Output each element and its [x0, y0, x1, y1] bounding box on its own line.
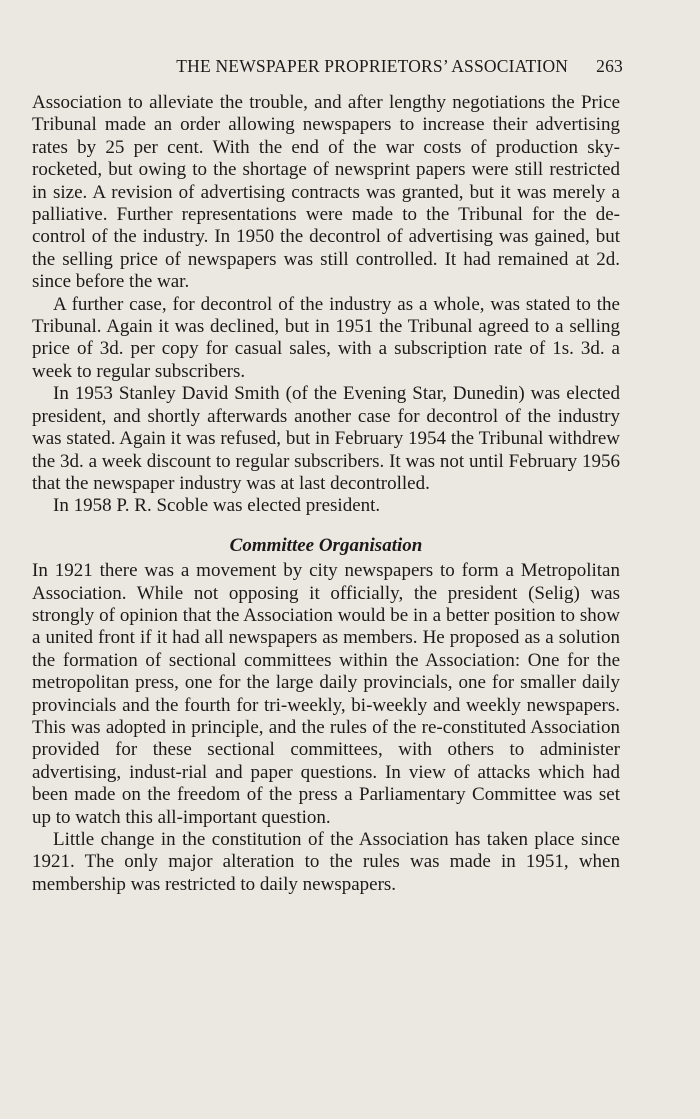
paragraph: In 1958 P. R. Scoble was elected president. — [53, 495, 381, 517]
paragraph: In 1953 Stanley David Smith (of the Evening Star, Dunedin) was elected president, and shortly afterwards another case for decontrol of the industry was stated. Again it was refused, but in February 1954 the Tribunal withdrew the 3d. a week discount to regular subscribers. It was not until February 1956 that the newspaper industry was at last decontrolled. — [32, 383, 620, 494]
section-paragraph: In 1921 there was a movement by city newspapers to form a Metropolitan Association. While not opposing it officially, the president (Selig) was strongly of opinion that the Association would be in a better position to show a united front if it had all newspapers as members. He proposed as a solution the formation of sectional committees within the Association: One for the metropolitan press, one for the large daily provincials, one for smaller daily provincials and the fourth for tri-weekly, bi-weekly and weekly newspapers. This was adopted in principle, and the rules of the re-constituted Association provided for these sectional committees, with others to administer advertising, indust-rial and paper questions. In view of attacks which had been made on the freedom of the press a Parliamentary Committee was set up to watch this all-important question. — [32, 560, 620, 828]
paragraph: A further case, for decontrol of the industry as a whole, was stated to the Tribunal. Again it was declined, but in 1951 the Tribunal agreed to a selling price of 3d. per copy for casual sales, with a subscription rate of 1s. 3d. a week to regular subscribers. — [32, 293, 620, 382]
page-number: 263 — [596, 56, 623, 76]
paragraph-continued: Association to alleviate the trouble, and after lengthy negotiations the Price Tribunal made an order allowing newspapers to increase their advertising rates by 25 per cent. With the end of the war costs of production sky-rocketed, but owing to the shortage of newsprint papers were still restricted in size. A revision of advertising contracts was granted, but it was merely a palliative. Further representations were made to the Tribunal for the de-control of the industry. In 1950 the decontrol of advertising was gained, but the selling price of newspapers was still controlled. It had remained at 2d. since before the war. — [32, 92, 620, 293]
section-paragraph: Little change in the constitution of the Association has taken place since 1921. The only major alteration to the rules was made in 1951, when membership was restricted to daily newspapers. — [32, 829, 620, 895]
book-page — [32, 56, 623, 896]
running-head — [32, 56, 623, 82]
running-head-title: THE NEWSPAPER PROPRIETORS’ ASSOCIATION — [176, 56, 569, 76]
section-heading: Committee Organisation — [229, 534, 423, 556]
